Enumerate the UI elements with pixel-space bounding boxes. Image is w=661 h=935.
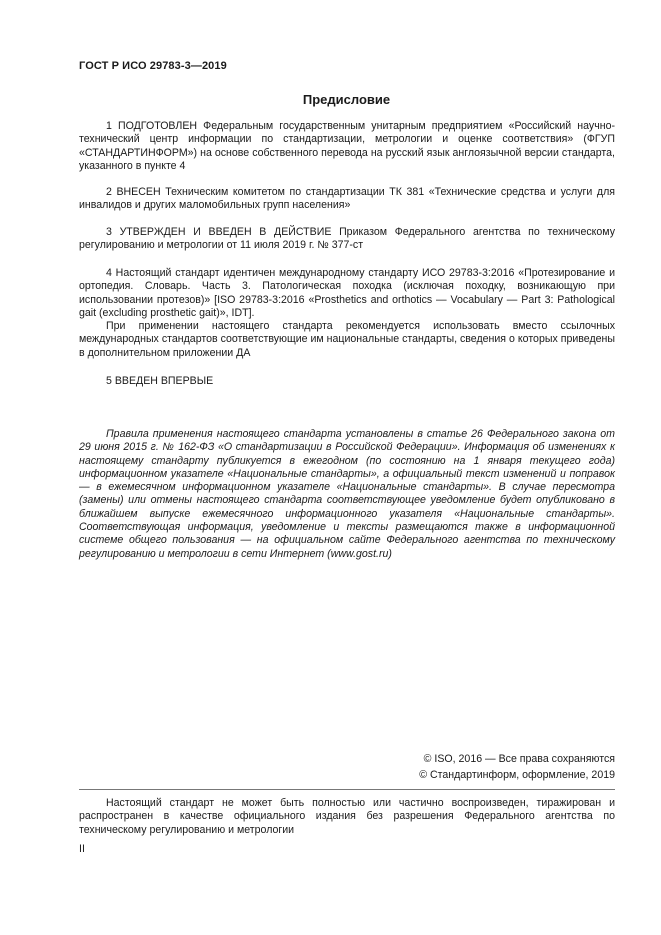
page-title: Предисловие: [302, 92, 391, 107]
reproduction-notice-text: Настоящий стандарт не может быть полностью или частично воспроизведен, тиражирован и распространен в качестве официального издания без разрешения Федерального агентства по техническому регулированию и метрологии: [79, 797, 615, 836]
preface-item-3-text: 3 УТВЕРЖДЕН И ВВЕДЕН В ДЕЙСТВИЕ Приказом Федерального агентства по техническому регулированию и метрологии от 11 июля 2019 г. № 377-ст: [79, 226, 615, 252]
preface-item-1: [79, 120, 615, 173]
preface-item-4-text: 4 Настоящий стандарт идентичен международному стандарту ИСО 29783-3:2016 «Протезирование и ортопедия. Словарь. Часть 3. Патологическая походка (исключая походку, возникающую при использовании протезов)» [ISO 29783-3:2016 «Prosthetics and orthotics — Vocabulary — Part 3: Pathological gait (excluding prosthetic gait)», IDT].: [79, 267, 615, 319]
copyright-standartinform: © Стандартинформ, оформление, 2019: [419, 769, 615, 781]
rules-notice: [79, 428, 615, 561]
preface-item-2-text: 2 ВНЕСЕН Техническим комитетом по стандартизации ТК 381 «Технические средства и услуги для инвалидов и других маломобильных групп населения»: [79, 186, 615, 212]
preface-item-4: [79, 267, 615, 360]
rules-notice-text: Правила применения настоящего стандарта установлены в статье 26 Федерального закона от 29 июня 2015 г. № 162-ФЗ «О стандартизации в Российской Федерации». Информация об изменениях к настоящему стандарту публикуется в ежегодном (по состоянию на 1 января текущего года) информационном указателе «Национальные стандарты», а официальный текст изменений и поправок — в ежемесячном информационном указателе «Национальные стандарты». В случае пересмотра (замены) или отмены настоящего стандарта соответствующее уведомление будет опубликовано в ближайшем выпуске ежемесячного информационного указателя «Национальные стандарты». Соответствующая информация, уведомление и тексты размещаются также в информационной системе общего пользования — на официальном сайте Федерального агентства по техническому регулированию и метрологии в сети Интернет (www.gost.ru): [79, 428, 615, 560]
doc-code: ГОСТ Р ИСО 29783-3—2019: [79, 60, 227, 72]
preface-item-2: [79, 186, 615, 213]
preface-item-4-note: При применении настоящего стандарта рекомендуется использовать вместо ссылочных международных стандартов соответствующие им национальные стандарты, сведения о которых приведены в дополнительном приложении ДА: [79, 320, 615, 359]
copyright-iso: © ISO, 2016 — Все права сохраняются: [423, 753, 615, 765]
preface-item-3: [79, 226, 615, 253]
page-number: II: [79, 843, 85, 855]
preface-item-5: [79, 375, 615, 388]
divider: [79, 789, 615, 790]
preface-item-5-text: 5 ВВЕДЕН ВПЕРВЫЕ: [106, 375, 214, 387]
reproduction-notice: [79, 797, 615, 837]
preface-item-1-text: 1 ПОДГОТОВЛЕН Федеральным государственным унитарным предприятием «Российский научно-технический центр информации по стандартизации, метрологии и оценке соответствия» (ФГУП «СТАНДАРТИНФОРМ») на основе собственного перевода на русский язык англоязычной версии стандарта, указанного в пункте 4: [79, 120, 615, 172]
